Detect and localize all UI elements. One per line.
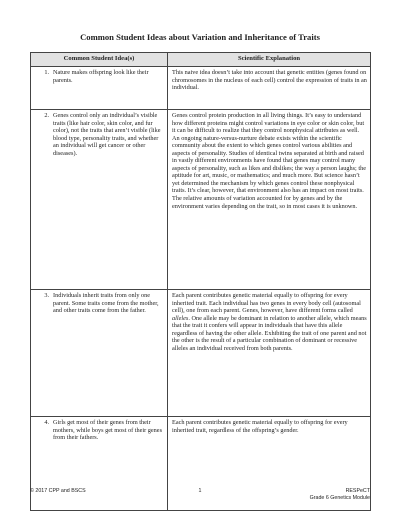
column-header-explanation: Scientific Explanation bbox=[168, 53, 371, 67]
scientific-explanation-text: Each parent contributes genetic material equally to offspring for every inherited trait, regardless of the offspring’s gender. bbox=[172, 419, 348, 434]
row-number: 2. bbox=[44, 112, 49, 119]
column-header-idea: Common Student Idea(s) bbox=[31, 53, 168, 67]
alleles-term: alleles bbox=[172, 314, 189, 322]
footer-program: RESPeCT bbox=[345, 488, 370, 494]
idea-cell bbox=[31, 290, 168, 417]
scientific-explanation-text bbox=[172, 292, 367, 352]
scientific-explanation-text: This naive idea doesn’t take into account that genetic entities (genes found on chromosomes in the nucleus of each cell) control the expression of traits in an individual. bbox=[172, 69, 367, 92]
table-header-row bbox=[31, 53, 371, 67]
footer-copyright: © 2017 CPP and BSCS bbox=[30, 488, 86, 494]
explanation-cell bbox=[168, 110, 371, 290]
idea-cell bbox=[31, 417, 168, 511]
row-number: 3. bbox=[44, 292, 49, 299]
explanation-text-before: Each parent contributes genetic material equally to offspring for every inherited trait. Each individual has two genes in every body cell (autosomal cell), one from each parent. Genes, however, have different forms called bbox=[172, 292, 361, 315]
table-row bbox=[31, 110, 371, 290]
footer-page-number: 1 bbox=[198, 488, 202, 494]
student-idea-text: Genes control only an individual’s visible traits (like hair color, skin color, and fur color), not the traits that aren’t visible (like blood type, personality traits, and whether an individual will get cancer or other diseases). bbox=[53, 112, 161, 157]
idea-cell bbox=[31, 67, 168, 110]
row-number: 1. bbox=[44, 69, 49, 76]
student-idea-text: Nature makes offspring look like their parents. bbox=[53, 69, 149, 84]
row-number: 4. bbox=[44, 419, 49, 426]
page-title: Common Student Ideas about Variation and Inheritance of Traits bbox=[80, 32, 320, 42]
student-idea-text: Girls get most of their genes from their mothers, while boys get most of their genes from their fathers. bbox=[53, 419, 163, 442]
footer-module bbox=[310, 488, 370, 501]
idea-cell bbox=[31, 110, 168, 290]
table-row bbox=[31, 67, 371, 110]
explanation-text-after: . One allele may be dominant in relation to another allele, which means that the trait it confers will appear in individuals that have this allele regardless of having the other allele. Exhibiting the trait of one parent and not the other is the result of a particular combination of dominant or recessive alleles an individual received from both parents. bbox=[172, 314, 367, 352]
footer-module-name: Grade 6 Genetics Module bbox=[309, 494, 370, 501]
scientific-explanation-text: Genes control protein production in all living things. It’s easy to understand how different proteins might control variations in eye color or skin color, but it can be difficult to realize that they control nonphysical attributes as well. An ongoing nature-versus-nurture debate exists within the scientific community about the extent to which genes control various abilities and aspects of personality. Studies of identical twins separated at birth and raised in vastly different environments have found that genes may control many aspects of personality, such as likes and dislikes; the way a person laughs; the aptitude for art, music, or mathematics; and much more. But science hasn’t yet determined the mechanism by which genes control these nonphysical traits. It’s clear, however, that environment also has an impact on most traits. The relative amounts of variation accounted for by genes and by the environment varies depending on the trait, so in most cases it is unknown. bbox=[172, 112, 366, 210]
student-idea-text: Individuals inherit traits from only one parent. Some traits come from the mother, and other traits come from the father. bbox=[53, 292, 159, 315]
student-ideas-table bbox=[30, 52, 371, 511]
explanation-cell bbox=[168, 290, 371, 417]
table-row bbox=[31, 290, 371, 417]
explanation-cell bbox=[168, 67, 371, 110]
